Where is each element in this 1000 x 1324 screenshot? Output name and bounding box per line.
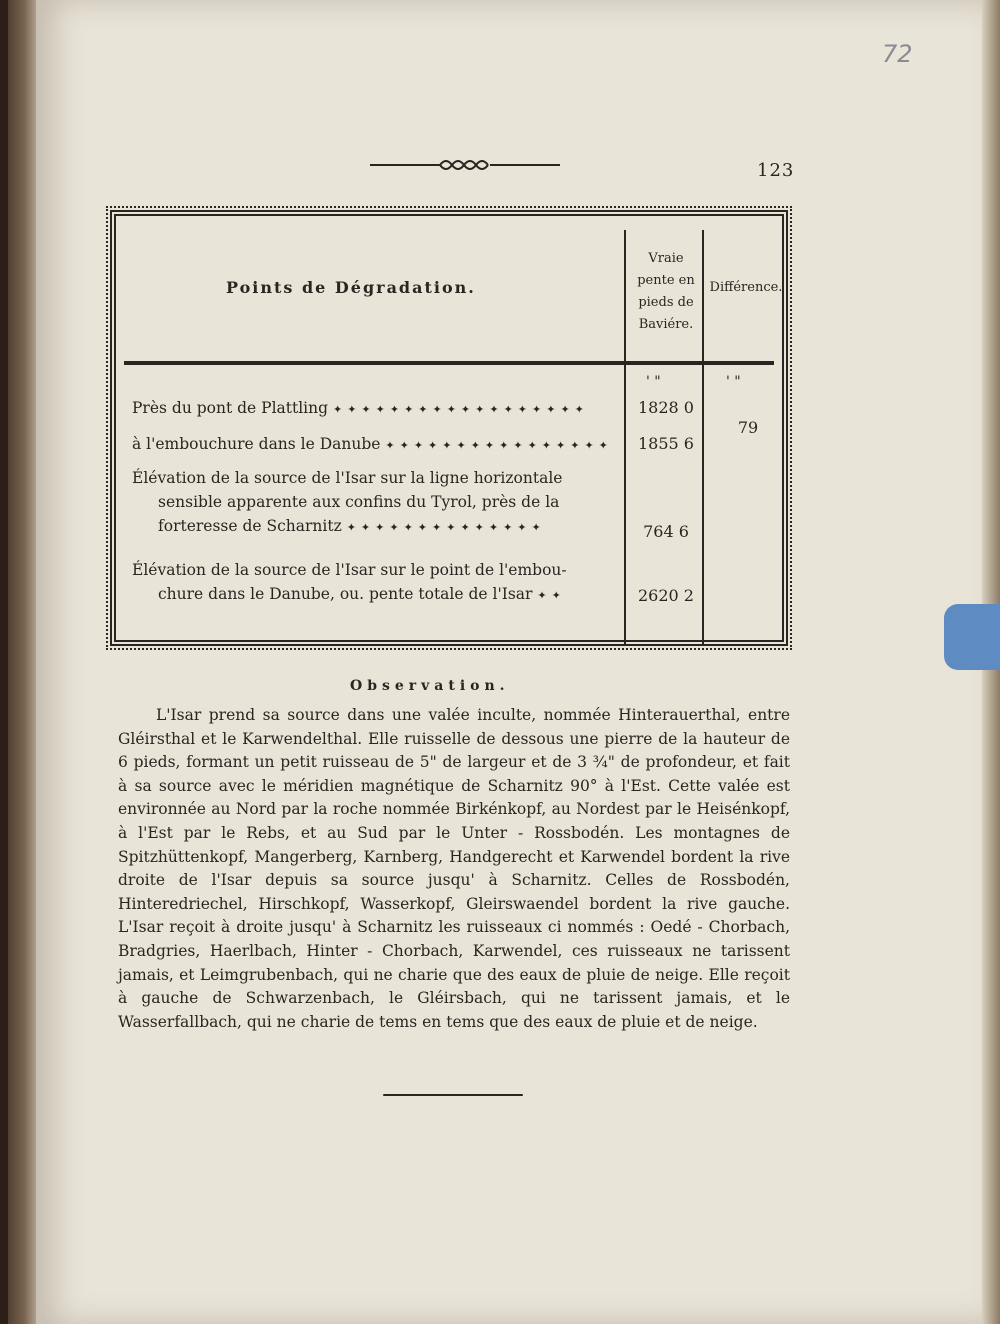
unit-marks: ' " bbox=[646, 374, 661, 390]
leader-dots: ✦✦✦✦✦✦✦✦✦✦✦✦✦✦✦✦✦✦ bbox=[332, 403, 589, 416]
leader-dots: ✦✦✦✦✦✦✦✦✦✦✦✦✦✦✦✦ bbox=[385, 439, 613, 452]
row-label-text: à l'embouchure dans le Danube bbox=[132, 435, 381, 453]
table-row-label bbox=[132, 466, 616, 540]
gradient-table bbox=[110, 210, 788, 646]
row-label-line: Élévation de la source de l'Isar sur la ligne horizontale bbox=[132, 469, 563, 487]
unit-marks: ' " bbox=[726, 374, 741, 390]
row-label-line: sensible apparente aux confins du Tyrol, près de la bbox=[158, 493, 560, 511]
table-title: Points de Dégradation. bbox=[226, 278, 476, 297]
row-label-line: forteresse de Scharnitz bbox=[158, 517, 342, 535]
header-line: Vraie bbox=[648, 251, 684, 266]
page bbox=[36, 0, 982, 1324]
row-label-line: chure dans le Danube, ou. pente totale de l'Isar bbox=[158, 585, 533, 603]
observation-title: Observation. bbox=[350, 678, 510, 694]
header-line: Baviére. bbox=[638, 317, 694, 332]
header-line: pieds de bbox=[638, 295, 694, 310]
table-row-label bbox=[132, 558, 616, 608]
observation-body bbox=[118, 704, 790, 1034]
table-row-label bbox=[132, 396, 616, 422]
footer-rule bbox=[383, 1094, 523, 1096]
column-header-difference: Différence. bbox=[709, 280, 783, 295]
table-row-value: 764 6 bbox=[643, 522, 689, 541]
difference-value: 79 bbox=[737, 418, 759, 437]
table-row-value: 1828 0 bbox=[638, 398, 694, 417]
header-line: pente en bbox=[637, 273, 695, 288]
table-row-value: 2620 2 bbox=[638, 586, 694, 605]
table-row-value: 1855 6 bbox=[638, 434, 694, 453]
leader-dots: ✦✦ bbox=[537, 589, 566, 602]
header-rule bbox=[124, 361, 774, 365]
blue-page-tab bbox=[944, 604, 1000, 670]
pencil-page-number: 72 bbox=[882, 40, 913, 68]
observation-paragraph: L'Isar prend sa source dans une valée inculte, nommée Hinterauerthal, entre Gléirsthal et le Karwendelthal. Elle ruisselle de dessous une pierre de la hauteur de 6 pieds, formant un petit ruisseau de 5" de largeur et de 3 ¾" de profondeur, et fait à sa source avec le méridien magnétique de Scharnitz 90° à l'Est. Cette valée est environnée au Nord par la roche nommée Birkénkopf, au Nordest par le Heisénkopf, à l'Est par le Rebs, et au Sud par le Unter - Rossbodén. Les montagnes de Spitzhüttenkopf, Mangerberg, Karnberg, Handgerecht et Karwendel bordent la rive droite de l'Isar depuis sa source jusqu' à Scharnitz. Celles de Rossbodén, Hinteredriechel, Hirschkopf, Wasserkopf, Gleirswaendel bordent la rive gauche. L'Isar reçoit à droite jusqu' à Scharnitz les ruisseaux ci nommés : Oedé - Chorbach, Bradgries, Haerlbach, Hinter - Chorbach, Karwendel, ces ruisseaux ne tarissent jamais, et Leimgrubenbach, qui ne charie que des eaux de pluie de neige. Elle reçoit à gauche de Schwarzenbach, le Gléirsbach, qui ne tarissent jamais, et le Wasserfallbach, qui ne charie de tems en tems que des eaux de pluie et de neige. bbox=[118, 706, 790, 1031]
leader-dots: ✦✦✦✦✦✦✦✦✦✦✦✦✦✦ bbox=[346, 521, 546, 534]
page-number: 123 bbox=[757, 160, 795, 181]
row-label-text: Près du pont de Plattling bbox=[132, 399, 329, 417]
column-header-vraie-pente bbox=[628, 248, 704, 336]
column-rule-1 bbox=[624, 230, 626, 646]
row-label-line: Élévation de la source de l'Isar sur le point de l'embou- bbox=[132, 561, 567, 579]
binding-strip bbox=[0, 0, 8, 1324]
table-row-label bbox=[132, 432, 616, 458]
header-ornament bbox=[370, 155, 560, 175]
